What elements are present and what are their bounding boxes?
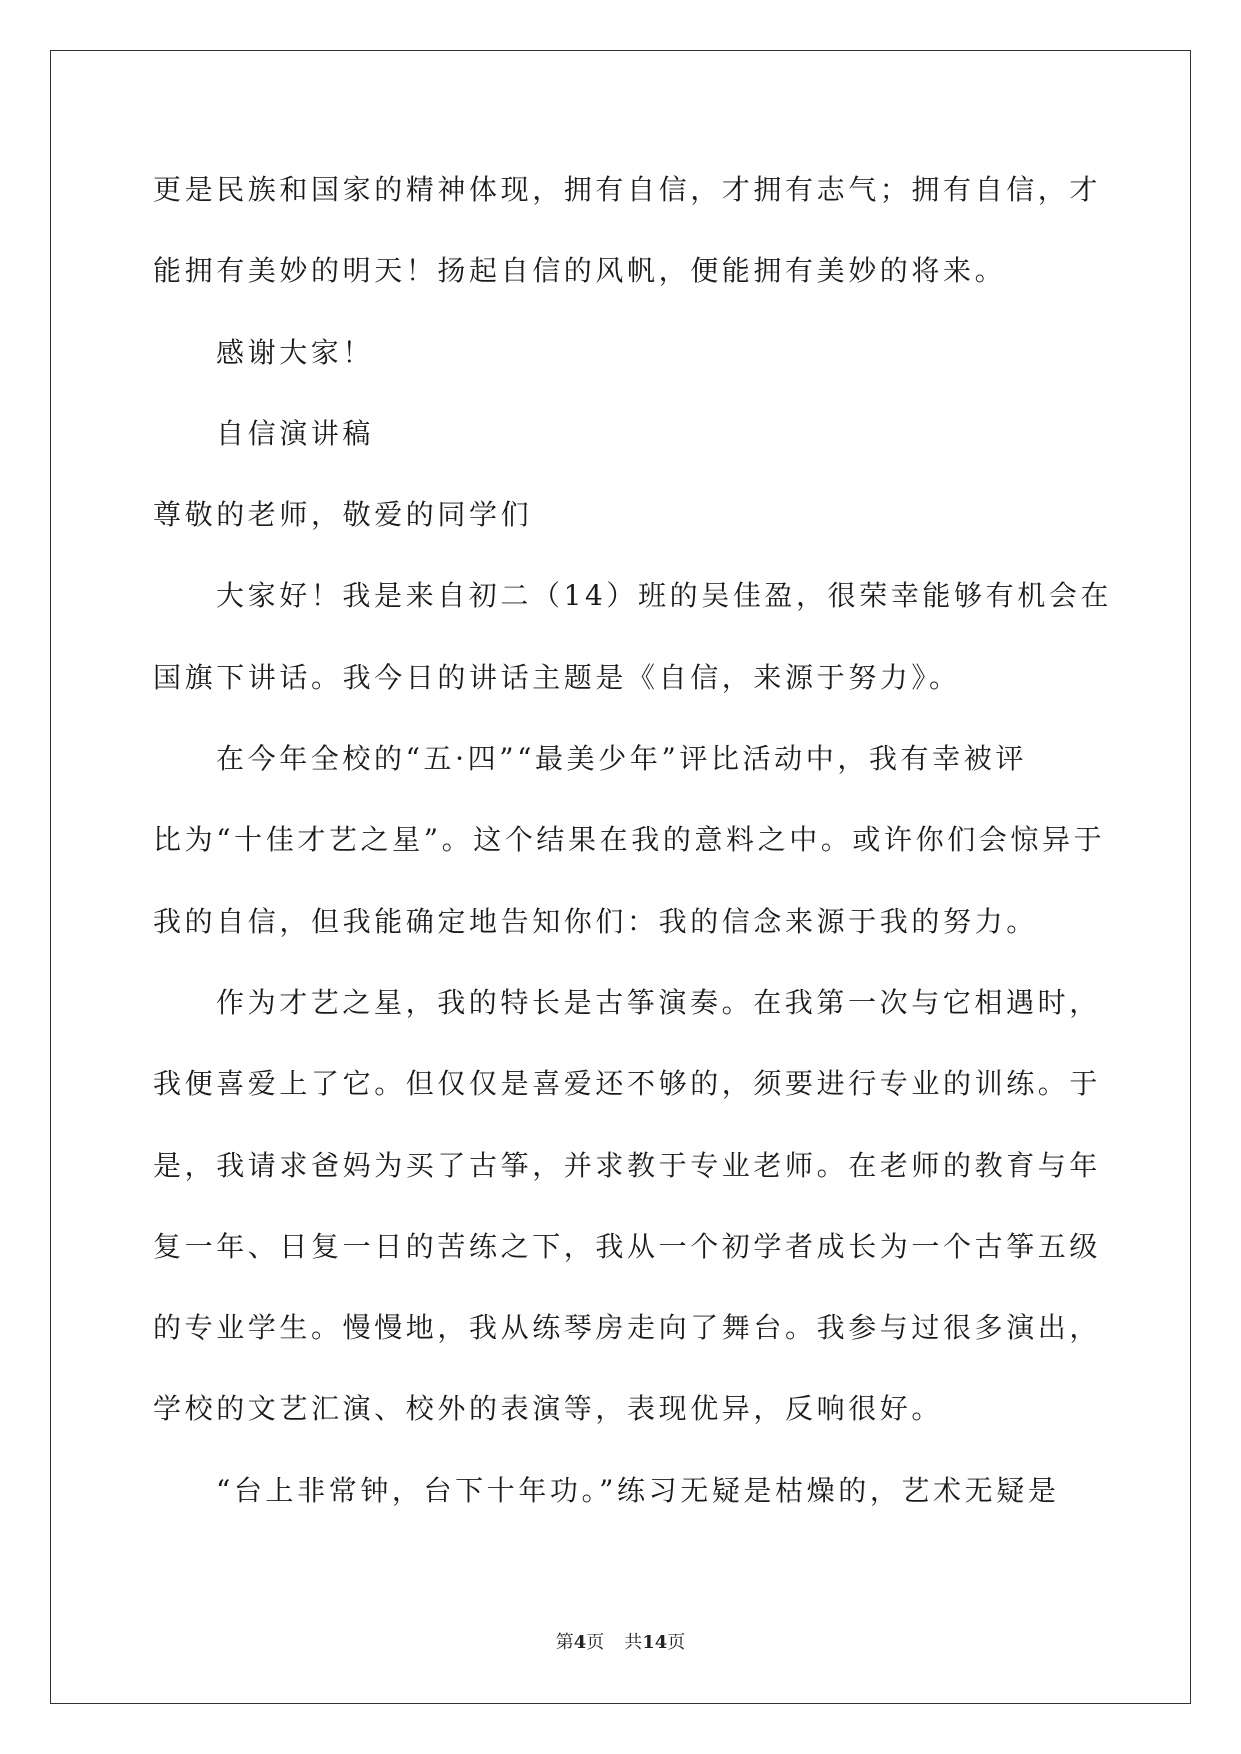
page-prefix: 第: [555, 1632, 574, 1653]
text-line: 比为“十佳才艺之星”。这个结果在我的意料之中。或许你们会惊异于: [153, 823, 1106, 857]
text-line: 大家好！我是来自初二（14）班的吴佳盈，很荣幸能够有机会在: [216, 579, 1113, 613]
total-pages: 14: [642, 1632, 668, 1653]
salutation-line: 尊敬的老师，敬爱的同学们: [153, 498, 533, 532]
text-line: 学校的文艺汇演、校外的表演等，表现优异，反响很好。: [153, 1392, 944, 1426]
section-title: 自信演讲稿: [216, 416, 375, 450]
text-line: 我便喜爱上了它。但仅仅是喜爱还不够的，须要进行专业的训练。于: [153, 1067, 1102, 1101]
text-line: 复一年、日复一日的苦练之下，我从一个初学者成长为一个古筝五级: [153, 1229, 1102, 1263]
page-number: 4: [573, 1632, 587, 1653]
text-line: 作为才艺之星，我的特长是古筝演奏。在我第一次与它相遇时，: [216, 985, 1101, 1019]
text-line: 感谢大家！: [216, 335, 375, 369]
page-footer: [0, 1632, 1241, 1654]
text-line: 国旗下讲话。我今日的讲话主题是《自信，来源于努力》。: [153, 660, 961, 694]
text-line: “台上非常钟，台下十年功。”练习无疑是枯燥的，艺术无疑是: [216, 1473, 1060, 1507]
text-line: 在今年全校的“五·四”“最美少年”评比活动中，我有幸被评: [216, 742, 1027, 776]
text-line: 的专业学生。慢慢地，我从练琴房走向了舞台。我参与过很多演出，: [153, 1311, 1102, 1345]
text-line: 我的自信，但我能确定地告知你们：我的信念来源于我的努力。: [153, 904, 1038, 938]
total-suffix: 页: [667, 1632, 686, 1653]
text-line: 是，我请求爸妈为买了古筝，并求教于专业老师。在老师的教育与年: [153, 1148, 1102, 1182]
document-body: [153, 165, 1113, 1547]
total-prefix: 共: [624, 1632, 643, 1653]
text-line: 更是民族和国家的精神体现，拥有自信，才拥有志气；拥有自信，才: [153, 173, 1102, 206]
page-suffix: 页: [586, 1632, 605, 1653]
text-line: 能拥有美妙的明天！扬起自信的风帆，便能拥有美妙的将来。: [153, 254, 1007, 288]
